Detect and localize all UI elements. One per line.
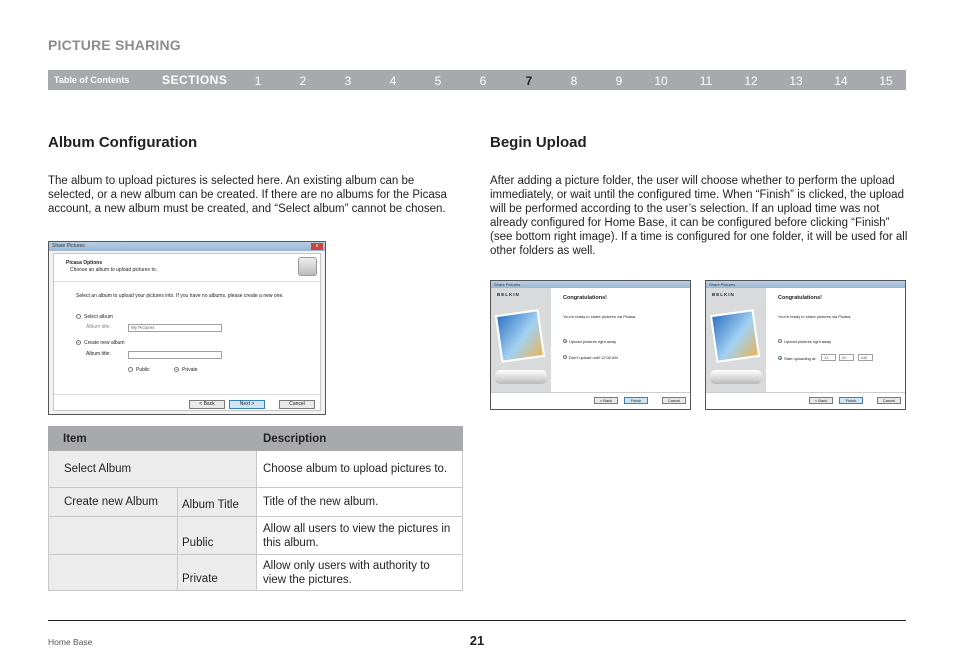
sections-label: SECTIONS [162, 73, 228, 87]
picasa-options-title: Picasa Options [66, 260, 103, 266]
start-uploading-label: Start uploading at: [784, 356, 817, 361]
finish-button[interactable]: Finish [839, 397, 863, 404]
section-link-13[interactable]: 13 [789, 74, 803, 88]
album-dialog-screenshot [48, 241, 326, 415]
album-configuration-text: The album to upload pictures is selected here. An existing album can be selected, or a new album can be created. If there are no albums for the Picasa account, a new album must be created, and “Select album” cannot be chosen. [48, 175, 447, 215]
congratulations-heading: Congratulations! [563, 295, 607, 301]
select-album-label: Select album [84, 314, 113, 320]
table-of-contents-link[interactable]: Table of Contents [54, 75, 130, 85]
upload-now-label: Upload pictures right away [784, 339, 832, 344]
table-row [49, 517, 463, 555]
ready-text: You're ready to share pictures via Picasa. [563, 314, 637, 319]
ready-text: You're ready to share pictures via Picasa. [778, 314, 852, 319]
cancel-button[interactable]: Cancel [662, 397, 686, 404]
upload-now-radio[interactable] [778, 339, 782, 343]
belkin-sidebar [706, 288, 766, 392]
description-cell: Allow all users to view the pictures in this album. [257, 517, 463, 555]
section-link-4[interactable]: 4 [389, 74, 397, 88]
item-cell: Select Album [49, 451, 257, 488]
section-navbar [48, 70, 906, 90]
table-row [49, 555, 463, 591]
upload-now-label: Upload pictures right away [569, 339, 617, 344]
section-link-9[interactable]: 9 [615, 74, 623, 88]
picasa-logo-icon [298, 257, 317, 276]
table-header-row [49, 427, 463, 451]
cancel-button[interactable]: Cancel [279, 400, 315, 409]
section-link-15[interactable]: 15 [879, 74, 893, 88]
ampm-select[interactable]: AM [858, 354, 873, 361]
congratulations-heading: Congratulations! [778, 295, 822, 301]
description-cell: Choose album to upload pictures to. [257, 451, 463, 488]
album-instruction: Select an album to upload your pictures into. If you have no albums, please create a new one. [76, 293, 284, 299]
dialog-titlebar [49, 242, 325, 251]
finish-button[interactable]: Finish [624, 397, 648, 404]
private-radio[interactable] [174, 367, 179, 372]
footer-rule [48, 620, 906, 621]
start-uploading-radio[interactable] [778, 356, 782, 360]
device-image [710, 370, 762, 384]
dialog-divider [54, 394, 320, 395]
close-icon[interactable]: x [311, 243, 323, 250]
section-link-10[interactable]: 10 [654, 74, 668, 88]
upload-later-radio[interactable] [563, 355, 567, 359]
public-radio[interactable] [128, 367, 133, 372]
belkin-logo: BELKIN [497, 292, 520, 297]
section-link-3[interactable]: 3 [344, 74, 352, 88]
sub-item-cell: Private [178, 555, 257, 591]
create-new-album-label: Create new album [84, 340, 125, 346]
dialog-title: Share Pictures [494, 282, 521, 287]
album-title-input[interactable] [128, 351, 222, 359]
section-link-12[interactable]: 12 [744, 74, 758, 88]
item-cell: Create new Album [49, 488, 178, 517]
dialog-titlebar [491, 281, 690, 288]
upload-dialog-screenshot-2 [705, 280, 906, 410]
photos-image [710, 309, 760, 363]
album-dropdown[interactable]: My Pictures [128, 324, 222, 332]
section-link-7-active[interactable]: 7 [525, 74, 533, 88]
table-row [49, 451, 463, 488]
table-row [49, 488, 463, 517]
page-number: 21 [469, 633, 485, 648]
dialog-divider [706, 392, 906, 393]
sub-item-cell: Public [178, 517, 257, 555]
begin-upload-heading: Begin Upload [490, 134, 587, 151]
private-label: Private [182, 367, 198, 373]
section-link-11[interactable]: 11 [699, 74, 713, 88]
dialog-divider [491, 392, 691, 393]
album-options-table [48, 426, 463, 591]
begin-upload-text: After adding a picture folder, the user will choose whether to perform the upload immediately, or wait until the configured time. When “Finish” is clicked, the upload will be performed according to the user’s selection. If an upload time was not already configured for Home Base, it can be configured before clicking “Finish” (see bottom right image). If a time is configured for one folder, it will be used for all other folders as well. [490, 175, 908, 257]
next-button[interactable]: Next > [229, 400, 265, 409]
select-album-radio[interactable] [76, 314, 81, 319]
album-configuration-heading: Album Configuration [48, 134, 198, 151]
device-image [495, 370, 547, 384]
back-button[interactable]: < Back [594, 397, 618, 404]
section-title: PICTURE SHARING [48, 37, 181, 53]
section-link-14[interactable]: 14 [834, 74, 848, 88]
public-label: Public [136, 367, 150, 373]
description-column-header: Description [257, 427, 463, 451]
description-cell: Allow only users with authority to view the pictures. [257, 555, 463, 591]
album-title-dropdown-label: Album title: [86, 324, 111, 330]
minute-select[interactable]: 00 [839, 354, 854, 361]
back-button[interactable]: < Back [809, 397, 833, 404]
item-column-header: Item [49, 427, 257, 451]
item-cell [49, 555, 178, 591]
upload-later-label: Don't upload until 12:00 AM [569, 355, 618, 360]
dialog-title: Share Pictures [52, 243, 85, 249]
section-link-8[interactable]: 8 [570, 74, 578, 88]
item-cell [49, 517, 178, 555]
section-link-5[interactable]: 5 [434, 74, 442, 88]
picasa-options-subtitle: Choose an album to upload pictures to. [70, 267, 157, 273]
section-link-2[interactable]: 2 [299, 74, 307, 88]
belkin-logo: BELKIN [712, 292, 735, 297]
dialog-title: Share Pictures [709, 282, 736, 287]
hour-select[interactable]: 12 [821, 354, 836, 361]
sub-item-cell: Album Title [178, 488, 257, 517]
dialog-titlebar [706, 281, 905, 288]
album-title-field-label: Album title: [86, 351, 111, 357]
belkin-sidebar [491, 288, 551, 392]
description-cell: Title of the new album. [257, 488, 463, 517]
dialog-body [53, 253, 321, 411]
upload-now-radio[interactable] [563, 339, 567, 343]
footer-product-name: Home Base [48, 637, 93, 647]
cancel-button[interactable]: Cancel [877, 397, 901, 404]
upload-dialog-screenshot-1 [490, 280, 691, 410]
photos-image [495, 309, 545, 363]
section-link-1[interactable]: 1 [254, 74, 262, 88]
section-link-6[interactable]: 6 [479, 74, 487, 88]
back-button[interactable]: < Back [189, 400, 225, 409]
create-new-album-radio[interactable] [76, 340, 81, 345]
